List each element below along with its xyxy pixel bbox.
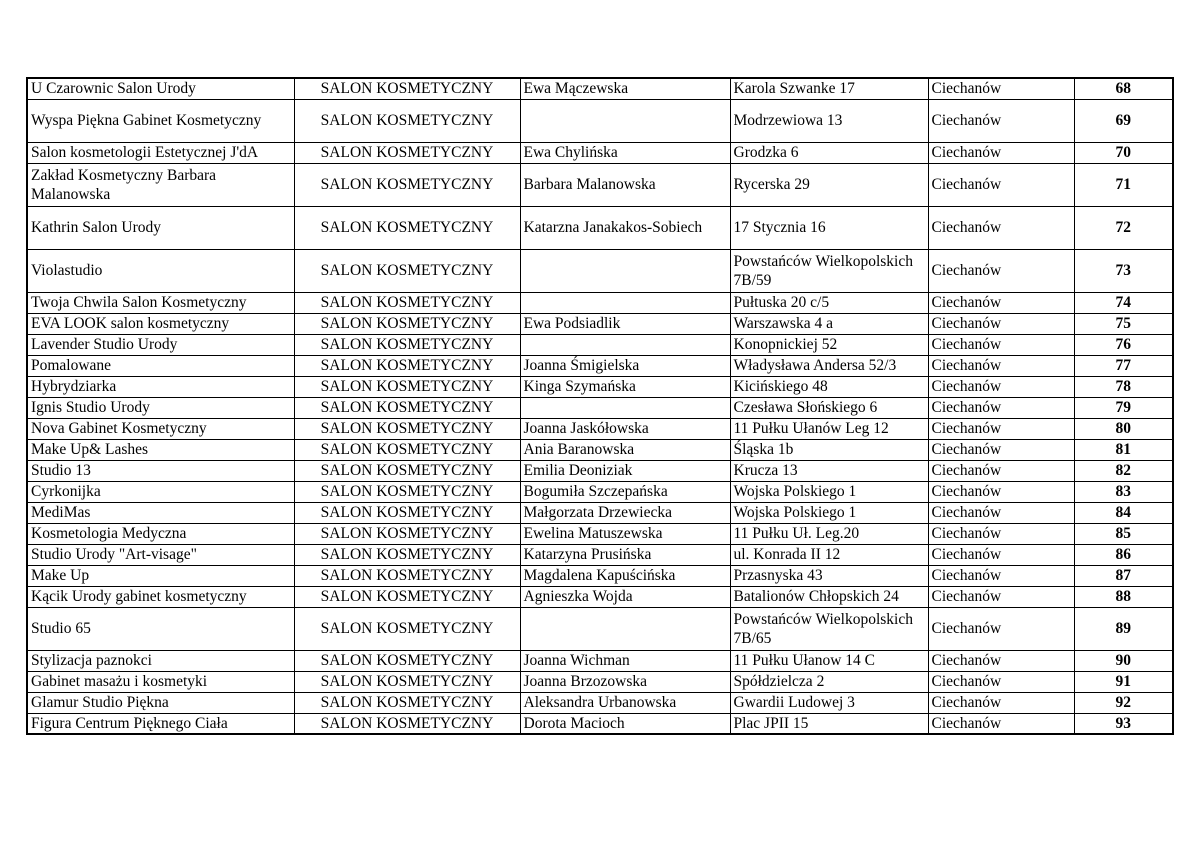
salon-type-cell: SALON KOSMETYCZNY [294,650,520,671]
table-row [27,481,1173,502]
salon-name-cell: Studio Urody "Art-visage" [27,544,294,565]
owner-name-cell: Ewa Chylińska [520,142,730,163]
city-cell: Ciechanów [928,292,1074,313]
table-row [27,418,1173,439]
salon-name-cell: Kathrin Salon Urody [27,206,294,249]
salon-name-cell: Twoja Chwila Salon Kosmetyczny [27,292,294,313]
owner-name-cell: Joanna Brzozowska [520,671,730,692]
city-cell: Ciechanów [928,334,1074,355]
salon-type-cell: SALON KOSMETYCZNY [294,565,520,586]
entry-number-cell: 81 [1074,439,1173,460]
salon-type-cell: SALON KOSMETYCZNY [294,99,520,142]
salon-type-cell: SALON KOSMETYCZNY [294,292,520,313]
salon-type-cell: SALON KOSMETYCZNY [294,418,520,439]
city-cell: Ciechanów [928,692,1074,713]
entry-number-cell: 73 [1074,249,1173,292]
address-cell: ul. Konrada II 12 [730,544,928,565]
address-cell: 17 Stycznia 16 [730,206,928,249]
entry-number-cell: 88 [1074,586,1173,607]
salon-name-cell: Glamur Studio Piękna [27,692,294,713]
entry-number-cell: 70 [1074,142,1173,163]
table-row [27,523,1173,544]
entry-number-cell: 75 [1074,313,1173,334]
owner-name-cell: Ewelina Matuszewska [520,523,730,544]
salon-type-cell: SALON KOSMETYCZNY [294,313,520,334]
owner-name-cell: Agnieszka Wojda [520,586,730,607]
city-cell: Ciechanów [928,99,1074,142]
salon-type-cell: SALON KOSMETYCZNY [294,692,520,713]
entry-number-cell: 80 [1074,418,1173,439]
salon-name-cell: Cyrkonijka [27,481,294,502]
salon-name-cell: Salon kosmetologii Estetycznej J'dA [27,142,294,163]
salon-type-cell: SALON KOSMETYCZNY [294,586,520,607]
address-cell: 11 Pułku Ułanow 14 C [730,650,928,671]
address-cell: Plac JPII 15 [730,713,928,734]
salon-name-cell: Zakład Kosmetyczny Barbara Malanowska [27,163,294,206]
entry-number-cell: 68 [1074,78,1173,99]
salon-type-cell: SALON KOSMETYCZNY [294,460,520,481]
entry-number-cell: 84 [1074,502,1173,523]
city-cell: Ciechanów [928,439,1074,460]
salon-name-cell: Lavender Studio Urody [27,334,294,355]
table-row [27,692,1173,713]
address-cell: Władysława Andersa 52/3 [730,355,928,376]
city-cell: Ciechanów [928,544,1074,565]
salon-name-cell: Stylizacja paznokci [27,650,294,671]
owner-name-cell [520,397,730,418]
table-row [27,376,1173,397]
owner-name-cell: Aleksandra Urbanowska [520,692,730,713]
city-cell: Ciechanów [928,460,1074,481]
table-row [27,671,1173,692]
table-row [27,313,1173,334]
salon-name-cell: EVA LOOK salon kosmetyczny [27,313,294,334]
city-cell: Ciechanów [928,502,1074,523]
entry-number-cell: 87 [1074,565,1173,586]
city-cell: Ciechanów [928,481,1074,502]
owner-name-cell: Magdalena Kapuścińska [520,565,730,586]
owner-name-cell: Emilia Deoniziak [520,460,730,481]
salon-type-cell: SALON KOSMETYCZNY [294,607,520,650]
entry-number-cell: 71 [1074,163,1173,206]
salon-type-cell: SALON KOSMETYCZNY [294,163,520,206]
salon-name-cell: Gabinet masażu i kosmetyki [27,671,294,692]
salon-name-cell: Make Up& Lashes [27,439,294,460]
owner-name-cell: Joanna Śmigielska [520,355,730,376]
salon-type-cell: SALON KOSMETYCZNY [294,523,520,544]
owner-name-cell: Katarzyna Prusińska [520,544,730,565]
salon-name-cell: Wyspa Piękna Gabinet Kosmetyczny [27,99,294,142]
salon-type-cell: SALON KOSMETYCZNY [294,249,520,292]
address-cell: Przasnyska 43 [730,565,928,586]
owner-name-cell [520,249,730,292]
address-cell: Modrzewiowa 13 [730,99,928,142]
table-row [27,99,1173,142]
address-cell: 11 Pułku Uł. Leg.20 [730,523,928,544]
table-row [27,586,1173,607]
owner-name-cell: Joanna Jaskółowska [520,418,730,439]
owner-name-cell: Kinga Szymańska [520,376,730,397]
city-cell: Ciechanów [928,586,1074,607]
salon-type-cell: SALON KOSMETYCZNY [294,376,520,397]
table-row [27,163,1173,206]
salon-name-cell: Studio 65 [27,607,294,650]
entry-number-cell: 69 [1074,99,1173,142]
city-cell: Ciechanów [928,206,1074,249]
table-row [27,544,1173,565]
owner-name-cell [520,607,730,650]
table-body [27,78,1173,734]
salon-type-cell: SALON KOSMETYCZNY [294,439,520,460]
salon-name-cell: Violastudio [27,249,294,292]
address-cell: Konopnickiej 52 [730,334,928,355]
entry-number-cell: 78 [1074,376,1173,397]
salon-name-cell: Nova Gabinet Kosmetyczny [27,418,294,439]
salon-registry-table [26,77,1174,735]
table-row [27,334,1173,355]
address-cell: Śląska 1b [730,439,928,460]
entry-number-cell: 83 [1074,481,1173,502]
salon-name-cell: Studio 13 [27,460,294,481]
owner-name-cell: Małgorzata Drzewiecka [520,502,730,523]
address-cell: Krucza 13 [730,460,928,481]
entry-number-cell: 77 [1074,355,1173,376]
owner-name-cell [520,99,730,142]
owner-name-cell: Ewa Podsiadlik [520,313,730,334]
salon-type-cell: SALON KOSMETYCZNY [294,713,520,734]
address-cell: Kicińskiego 48 [730,376,928,397]
address-cell: Powstańców Wielkopolskich 7B/65 [730,607,928,650]
city-cell: Ciechanów [928,142,1074,163]
salon-type-cell: SALON KOSMETYCZNY [294,206,520,249]
owner-name-cell: Ania Baranowska [520,439,730,460]
table-row [27,439,1173,460]
salon-type-cell: SALON KOSMETYCZNY [294,671,520,692]
address-cell: Wojska Polskiego 1 [730,502,928,523]
entry-number-cell: 76 [1074,334,1173,355]
address-cell: 11 Pułku Ułanów Leg 12 [730,418,928,439]
address-cell: Grodzka 6 [730,142,928,163]
address-cell: Czesława Słońskiego 6 [730,397,928,418]
table-row [27,713,1173,734]
salon-type-cell: SALON KOSMETYCZNY [294,334,520,355]
city-cell: Ciechanów [928,713,1074,734]
salon-type-cell: SALON KOSMETYCZNY [294,502,520,523]
entry-number-cell: 86 [1074,544,1173,565]
owner-name-cell: Katarzna Janakakos-Sobiech [520,206,730,249]
salon-type-cell: SALON KOSMETYCZNY [294,355,520,376]
table-row [27,355,1173,376]
owner-name-cell: Dorota Macioch [520,713,730,734]
address-cell: Pułtuska 20 c/5 [730,292,928,313]
salon-type-cell: SALON KOSMETYCZNY [294,397,520,418]
table-row [27,460,1173,481]
address-cell: Rycerska 29 [730,163,928,206]
entry-number-cell: 89 [1074,607,1173,650]
owner-name-cell: Joanna Wichman [520,650,730,671]
owner-name-cell: Ewa Mączewska [520,78,730,99]
city-cell: Ciechanów [928,397,1074,418]
salon-type-cell: SALON KOSMETYCZNY [294,142,520,163]
address-cell: Powstańców Wielkopolskich 7B/59 [730,249,928,292]
salon-name-cell: Pomalowane [27,355,294,376]
address-cell: Warszawska 4 a [730,313,928,334]
city-cell: Ciechanów [928,418,1074,439]
entry-number-cell: 93 [1074,713,1173,734]
city-cell: Ciechanów [928,565,1074,586]
city-cell: Ciechanów [928,671,1074,692]
salon-type-cell: SALON KOSMETYCZNY [294,78,520,99]
table-row [27,206,1173,249]
table-row [27,78,1173,99]
salon-name-cell: Hybrydziarka [27,376,294,397]
city-cell: Ciechanów [928,313,1074,334]
salon-type-cell: SALON KOSMETYCZNY [294,481,520,502]
table-row [27,292,1173,313]
owner-name-cell [520,292,730,313]
city-cell: Ciechanów [928,163,1074,206]
salon-name-cell: U Czarownic Salon Urody [27,78,294,99]
city-cell: Ciechanów [928,607,1074,650]
city-cell: Ciechanów [928,523,1074,544]
address-cell: Batalionów Chłopskich 24 [730,586,928,607]
entry-number-cell: 72 [1074,206,1173,249]
entry-number-cell: 91 [1074,671,1173,692]
city-cell: Ciechanów [928,650,1074,671]
city-cell: Ciechanów [928,78,1074,99]
salon-name-cell: Kącik Urody gabinet kosmetyczny [27,586,294,607]
city-cell: Ciechanów [928,376,1074,397]
entry-number-cell: 82 [1074,460,1173,481]
table-row [27,502,1173,523]
address-cell: Spółdzielcza 2 [730,671,928,692]
owner-name-cell [520,334,730,355]
salon-name-cell: Figura Centrum Pięknego Ciała [27,713,294,734]
owner-name-cell: Barbara Malanowska [520,163,730,206]
table-row [27,249,1173,292]
salon-name-cell: Make Up [27,565,294,586]
address-cell: Karola Szwanke 17 [730,78,928,99]
salon-name-cell: MediMas [27,502,294,523]
entry-number-cell: 79 [1074,397,1173,418]
city-cell: Ciechanów [928,249,1074,292]
table-row [27,397,1173,418]
table-row [27,142,1173,163]
city-cell: Ciechanów [928,355,1074,376]
salon-type-cell: SALON KOSMETYCZNY [294,544,520,565]
salon-name-cell: Kosmetologia Medyczna [27,523,294,544]
owner-name-cell: Bogumiła Szczepańska [520,481,730,502]
address-cell: Gwardii Ludowej 3 [730,692,928,713]
entry-number-cell: 74 [1074,292,1173,313]
address-cell: Wojska Polskiego 1 [730,481,928,502]
entry-number-cell: 90 [1074,650,1173,671]
entry-number-cell: 92 [1074,692,1173,713]
table-row [27,650,1173,671]
table-row [27,607,1173,650]
entry-number-cell: 85 [1074,523,1173,544]
salon-name-cell: Ignis Studio Urody [27,397,294,418]
table-row [27,565,1173,586]
